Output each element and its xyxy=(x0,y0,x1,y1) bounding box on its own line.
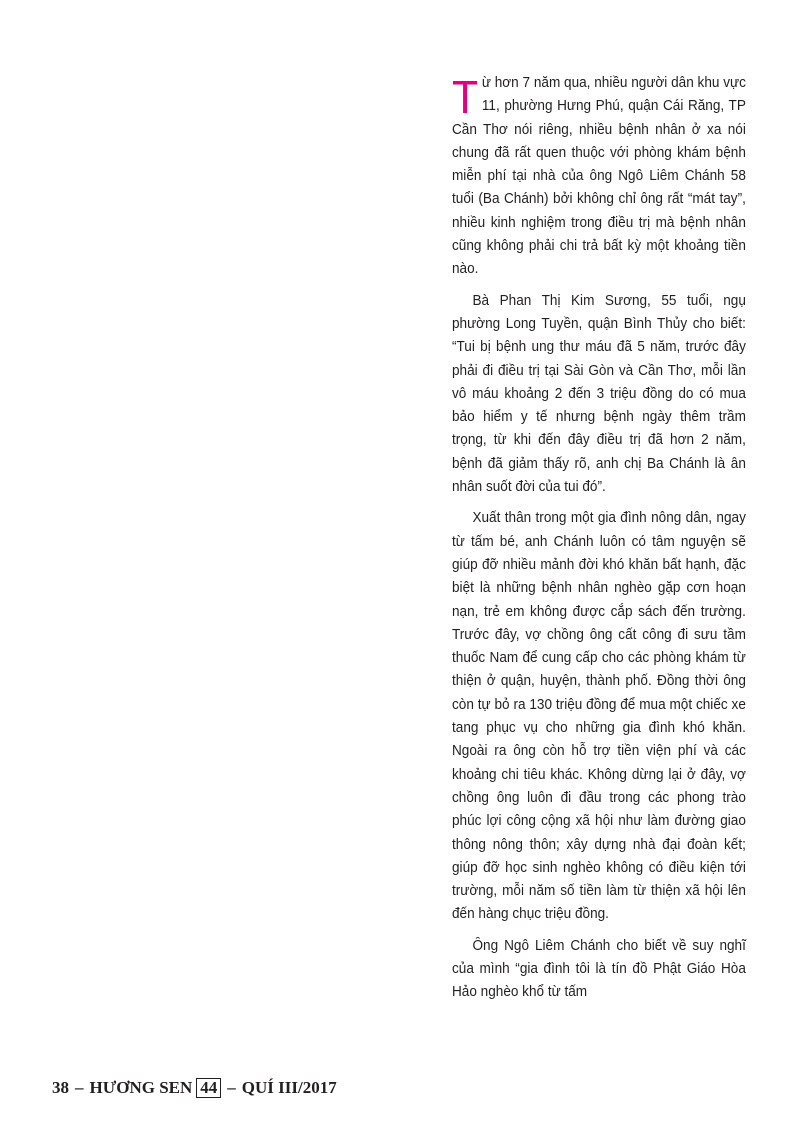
article-paragraph-2: Bà Phan Thị Kim Sương, 55 tuổi, ngụ phường Long Tuyền, quận Bình Thủy cho biết: “Tui bị bệnh ung thư máu đã 5 năm, trước đây phải đi điều trị tại Sài Gòn và Cần Thơ, mỗi lần vô máu khoảng 2 đến 3 triệu đồng do có mua bảo hiểm y tế nhưng bệnh ngày thêm trầm trọng, từ khi đến đây điều trị đã hơn 2 năm, bệnh đã giảm thấy rõ, anh chị Ba Chánh là ân nhân suốt đời của tui đó”. xyxy=(452,292,746,496)
paragraph-1-text: ừ hơn 7 năm qua, nhiều người dân khu vực 11, phường Hưng Phú, quận Cái Răng, TP Cần Thơ nói riêng, nhiều bệnh nhân ở xa nói chung đã rất quen thuộc với phòng khám bệnh miễn phí tại nhà của ông Ngô Liêm Chánh 58 tuổi (Ba Chánh) bởi không chỉ ông rất “mát tay”, nhiều kinh nghiệm trong điều trị mà bệnh nhân cũng không phải chi trả bất kỳ một khoảng tiền nào. xyxy=(452,75,746,278)
article-column xyxy=(452,72,746,1013)
article-paragraph-3: Xuất thân trong một gia đình nông dân, ngay từ tấm bé, anh Chánh luôn có tâm nguyện sẽ giúp đỡ nhiều mảnh đời khó khăn bất hạnh, đặc biệt là những bệnh nhân nghèo gặp cơn hoạn nạn, trẻ em không được cắp sách đến trường. Trước đây, vợ chồng ông cất công đi sưu tầm thuốc Nam để cung cấp cho các phòng khám từ thiện ở quận, huyện, thành phố. Đồng thời ông còn tự bỏ ra 130 triệu đồng để mua một chiếc xe tang phục vụ cho những gia đình khó khăn. Ngoài ra ông còn hỗ trợ tiền viện phí và các khoảng chi tiêu khác. Không dừng lại ở đây, vợ chồng ông luôn đi đầu trong các phong trào phúc lợi công cộng xã hội như làm đường giao thông nông thôn; xây dựng nhà đại đoàn kết; giúp đỡ học sinh nghèo không có điều kiện tới trường, mỗi năm số tiền làm từ thiện xã hội lên đến hàng chục triệu đồng. xyxy=(452,510,746,923)
footer-dash-2: – xyxy=(227,1078,236,1097)
page-footer xyxy=(52,1078,337,1098)
magazine-name: HƯƠNG SEN xyxy=(89,1078,193,1097)
page-number: 38 xyxy=(52,1078,69,1097)
issue-number-box: 44 xyxy=(196,1078,221,1098)
publication-period: QUÍ III/2017 xyxy=(241,1078,337,1097)
article-paragraph-4: Ông Ngô Liêm Chánh cho biết về suy nghĩ của mình “gia đình tôi là tín đồ Phật Giáo Hòa Hảo nghèo khổ từ tấm xyxy=(452,937,746,1001)
footer-dash-1: – xyxy=(75,1078,84,1097)
article-paragraph-1 xyxy=(452,72,746,282)
drop-cap: T xyxy=(452,71,479,123)
